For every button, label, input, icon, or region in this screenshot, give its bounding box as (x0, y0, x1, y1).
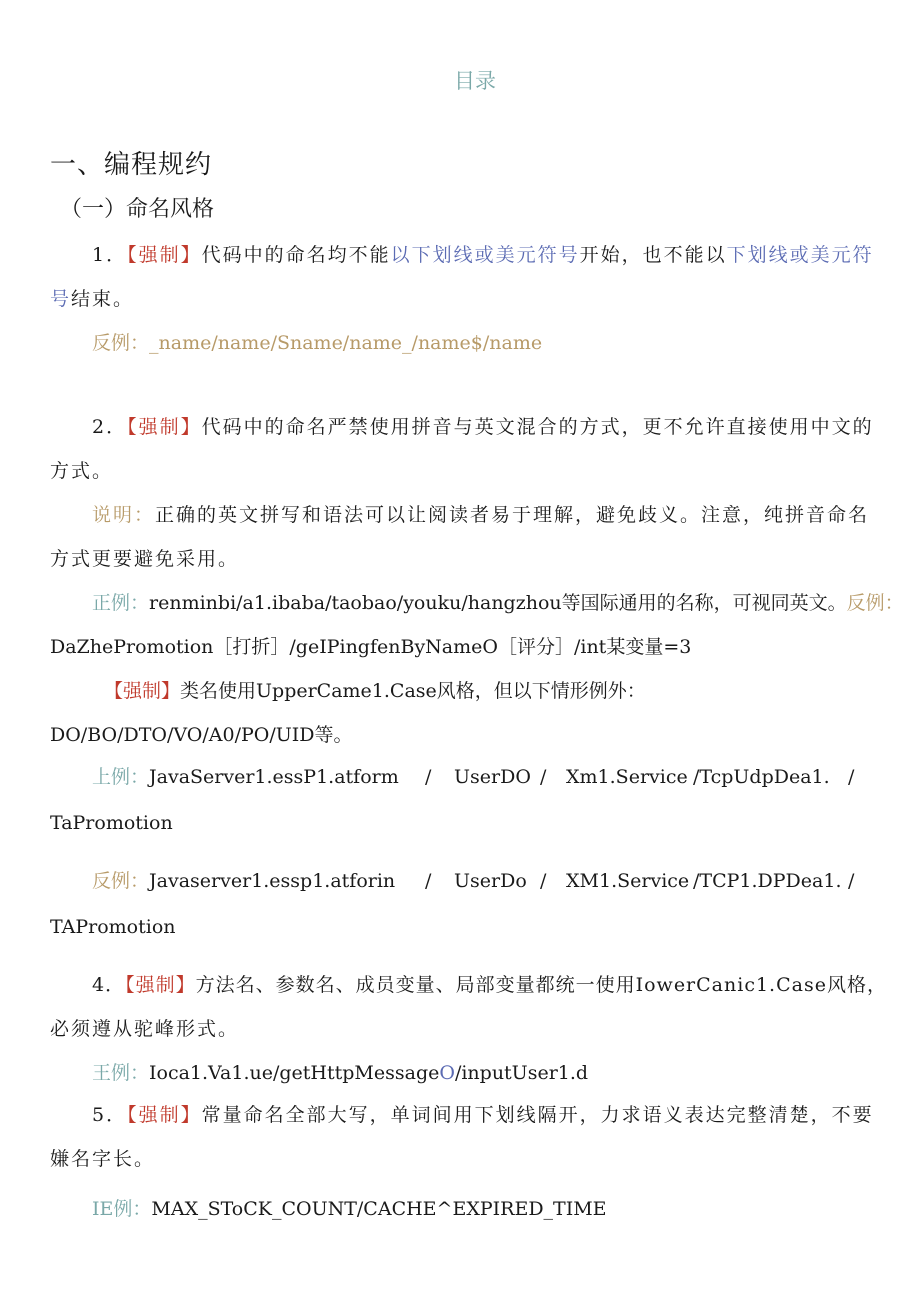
rule3-counter-example (92, 868, 854, 894)
highlight-text: O (439, 1062, 455, 1084)
positive-example-text: Ioca1.Va1.ue/getHttpMessage (149, 1062, 440, 1084)
example-item: JavaServer1.essP1.atform (149, 766, 399, 788)
rule3-positive-wrap: TaPromotion (50, 812, 173, 834)
note-label: 说明： (92, 504, 156, 526)
toc-title: 目录 (454, 69, 496, 93)
rule2-line1 (92, 414, 874, 440)
positive-example-label: 正例： (92, 592, 150, 614)
counter-example-label: 反例： (846, 592, 904, 614)
rule4-positive-example (92, 1060, 588, 1086)
separator: / (540, 870, 547, 892)
rule5-line1 (92, 1102, 874, 1128)
separator: / (848, 766, 855, 788)
rule5-positive-example (92, 1196, 607, 1222)
separator: / (425, 766, 432, 788)
rule-text: 开始，也不能以 (579, 244, 727, 266)
rule-text: 代码中的命名严禁使用拼音与英文混合的方式，更不允许直接使用中文的 (201, 416, 874, 438)
counter-example-label: 反例： (92, 332, 150, 354)
example-item: UserDo (454, 870, 527, 892)
rule4-line1 (92, 972, 887, 998)
mandatory-tag: 【强制】 (127, 416, 202, 438)
positive-example-text: /inputUser1.d (454, 1062, 589, 1084)
rule2-positive-example (92, 590, 904, 616)
note-text: 正确的英文拼写和语法可以让阅读者易于理解，避免歧义。注意，纯拼音命名 (155, 504, 870, 526)
rule3-line2: DO/BO/DTO/VO/A0/PO/UID等。 (50, 724, 353, 746)
highlight-text: 下划线或美元符 (726, 244, 874, 266)
rule-text: 结束。 (71, 288, 135, 310)
rule1-line2 (50, 286, 134, 312)
positive-example-label: 上例： (92, 766, 150, 788)
rule-number: 4． (92, 974, 126, 996)
mandatory-tag: 【强制】 (127, 244, 202, 266)
heading-1: 一、编程规约 (50, 150, 213, 180)
mandatory-tag: 【强制】 (127, 1104, 202, 1126)
rule2-note-line2: 方式更要避免采用。 (50, 548, 240, 570)
rule2-counter-example-text: DaZhePromotion［打折］/geIPingfenByNameO［评分］/int某变量=3 (50, 636, 692, 658)
rule3-positive-example (92, 764, 854, 790)
separator: / (848, 870, 855, 892)
rule4-line2: 必须遵从驼峰形式。 (50, 1018, 240, 1040)
rule1-counter-example (92, 330, 542, 356)
rule-text: 常量命名全部大写，单词间用下划线隔开，力求语义表达完整清楚，不要 (201, 1104, 874, 1126)
highlight-text: 号 (50, 288, 72, 310)
positive-example-label: 王例： (92, 1062, 150, 1084)
highlight-text: 以下划线或美元符号 (390, 244, 580, 266)
rule-text: 代码中的命名均不能 (201, 244, 391, 266)
mandatory-tag: 【强制】 (104, 680, 181, 702)
example-item: XM1.Service (566, 870, 690, 892)
rule3-counter-wrap: TAPromotion (50, 916, 176, 938)
separator: / (540, 766, 547, 788)
rule-text: 类名使用UpperCame1.Case风格，但以下情形例外： (180, 680, 646, 702)
example-item: UserDO (454, 766, 531, 788)
positive-example-text: MAX_SToCK_COUNT/CACHE^EXPIRED_TIME (151, 1198, 607, 1220)
rule-text: 方法名、参数名、成员变量、局部变量都统一使用IowerCanic1.Case风格， (195, 974, 887, 996)
rule2-note-line1 (92, 502, 869, 528)
heading-2: （一）命名风格 (60, 197, 215, 222)
rule-number: 1． (92, 244, 128, 266)
counter-example-label: 反例： (92, 870, 150, 892)
rule-number: 5． (92, 1104, 128, 1126)
positive-example-text: renminbi/a1.ibaba/taobao/youku/hangzhou等国际通用的名称，可视同英文。 (149, 592, 847, 614)
rule3-line1 (104, 678, 646, 704)
positive-example-label: IE例： (92, 1198, 152, 1220)
counter-example-text: _name/name/Sname/name_/name$/name (149, 332, 543, 354)
rule2-line2: 方式。 (50, 460, 114, 482)
example-item: /TcpUdpDea1. (693, 766, 830, 788)
mandatory-tag: 【强制】 (125, 974, 196, 996)
example-item: Javaserver1.essp1.atforin (149, 870, 396, 892)
rule-number: 2． (92, 416, 128, 438)
rule1-line1 (92, 242, 874, 268)
separator: / (425, 870, 432, 892)
example-item: Xm1.Service (566, 766, 688, 788)
rule5-line2: 嫌名字长。 (50, 1148, 156, 1170)
example-item: /TCP1.DPDea1. (693, 870, 842, 892)
